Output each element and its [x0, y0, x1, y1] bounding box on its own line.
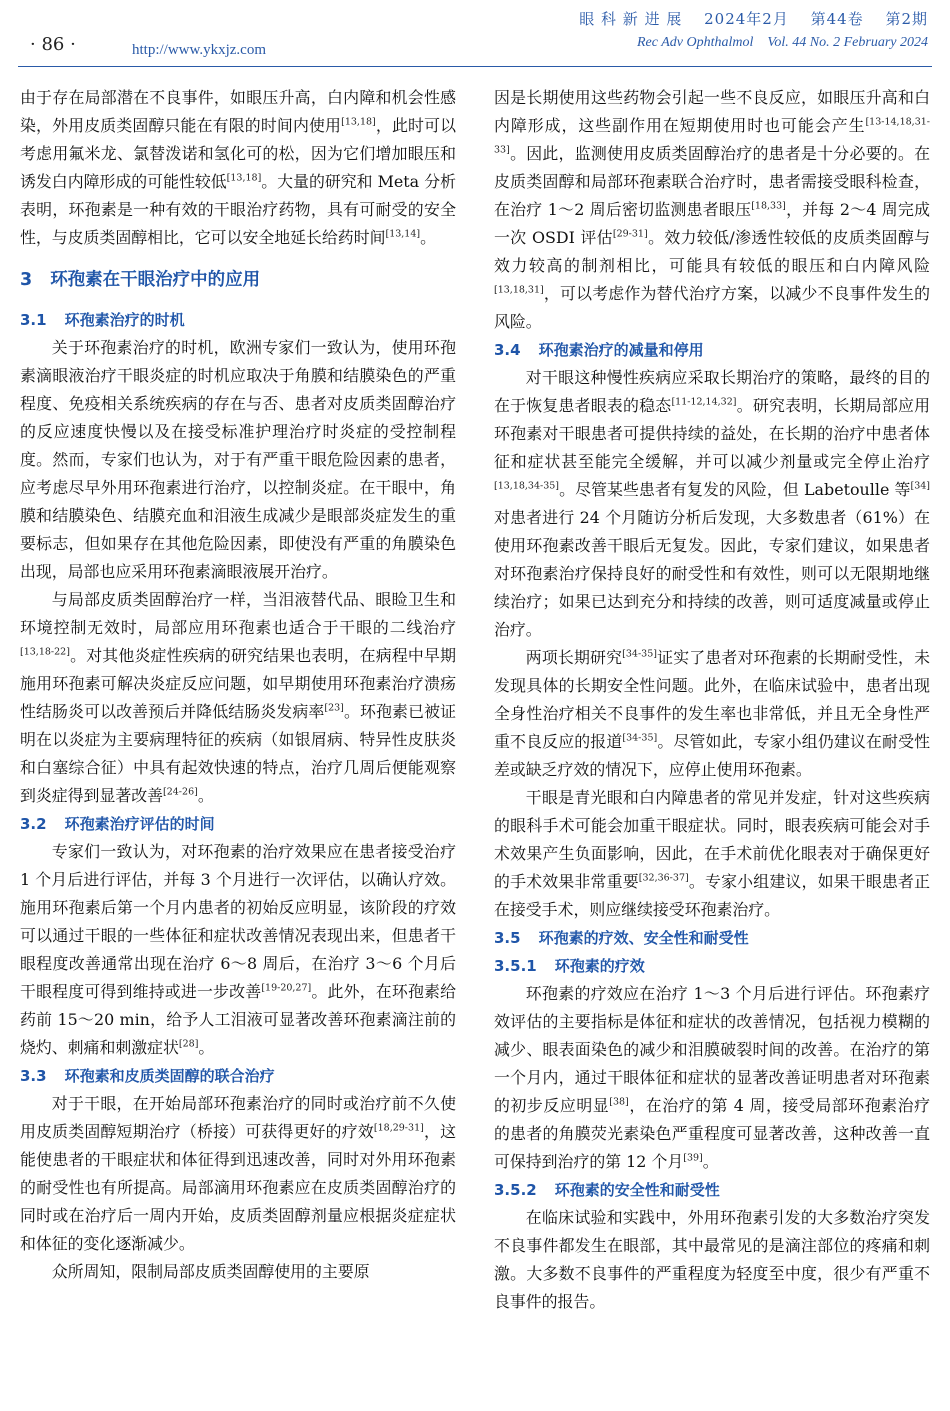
citation: [23] [324, 702, 344, 714]
right-column [494, 84, 930, 1316]
paragraph: 在临床试验和实践中，外用环孢素引发的大多数治疗突发不良事件都发生在眼部，其中最常见的是滴注部位的疼痛和刺激。大多数不良事件的严重程度为轻度至中度，很少有严重不良事件的报告。 [494, 1208, 930, 1311]
journal-url[interactable]: http://www.ykxjz.com [132, 42, 267, 58]
citation: [18,29-31] [373, 1122, 424, 1134]
page-header [0, 0, 950, 68]
citation: [19-20,27] [261, 982, 312, 994]
section-heading-3-3: 3.3 环孢素和皮质类固醇的联合治疗 [20, 1067, 275, 1085]
journal-info-chinese: 眼 科 新 进 展 2024年2月 第44卷 第2期 [579, 10, 928, 28]
citation: [13,18] [341, 116, 376, 128]
section-heading-3-5-1: 3.5.1 环孢素的疗效 [494, 957, 645, 975]
journal-info [579, 8, 928, 51]
header-rule [18, 66, 932, 67]
paragraph: 对干眼这种慢性疾病应采取长期治疗的策略，最终的目的在于恢复患者眼表的稳态[11-12,14,32]。研究表明，长期局部应用环孢素对干眼患者可提供持续的益处，在长期的治疗中患者体征和症状甚至能完全缓解，并可以减少剂量或完全停止治疗[13,18,34-35]。尽管某些患者有复发的风险，但 Labetoulle 等[34]对患者进行 24 个月随访分析后发现，大多数患者（61%）在使用环孢素改善干眼后无复发。因此，专家们建议，如果患者对环孢素治疗保持良好的耐受性和有效性，则可以无限期地继续治疗；如果已达到充分和持续的改善，则可适度减量或停止治疗。 [494, 368, 931, 639]
citation: [34] [910, 480, 930, 492]
section-heading-3: 3 环孢素在干眼治疗中的应用 [20, 270, 261, 290]
paragraph: 因是长期使用这些药物会引起一些不良反应，如眼压升高和白内障形成，这些副作用在短期使用时也可能会产生[13-14,18,31-33]。因此，监测使用皮质类固醇治疗的患者是十分必要的。在皮质类固醇和局部环孢素联合治疗时，患者需接受眼科检查，在治疗 1～2 周后密切监测患者眼压[18,33]，并每 2～4 周完成一次 OSDI 评估[29-31]。效力较低/渗透性较低的皮质类固醇与效力较高的制剂相比，可能具有较低的眼压和白内障风险[13,18,31]，可以考虑作为替代治疗方案，以减少不良事件发生的风险。 [494, 88, 930, 331]
left-column [20, 84, 456, 1286]
citation: [18,33] [751, 200, 786, 212]
paragraph: 环孢素的疗效应在治疗 1～3 个月后进行评估。环孢素疗效评估的主要指标是体征和症状的改善情况，包括视力模糊的减少、眼表面染色的减少和泪膜破裂时间的改善。在治疗的第一个月内，通过干眼体征和症状的显著改善证明患者对环孢素的初步反应明显[38]，在治疗的第 4 周，接受局部环孢素治疗的患者的角膜荧光素染色严重程度可显著改善，这种改善一直可保持到治疗的第 12 个月[39]。 [494, 984, 930, 1171]
paragraph: 专家们一致认为，对环孢素的治疗效果应在患者接受治疗 1 个月后进行评估，并每 3 个月进行一次评估，以确认疗效。施用环孢素后第一个月内患者的初始反应明显，该阶段的疗效可以通过干眼的一些体征和症状改善情况表现出来，但患者干眼程度改善通常出现在治疗 6～8 周后，在治疗 3～6 个月后干眼程度可得到维持或进一步改善[19-20,27]。此外，在环孢素给药前 15～20 min，给予人工泪液可显著改善环孢素滴注前的烧灼、刺痛和刺激症状[28]。 [20, 842, 457, 1057]
citation: [39] [683, 1152, 703, 1164]
citation: [32,36-37] [638, 872, 689, 884]
citation: [13,14] [385, 228, 421, 240]
page-number: · 86 · [30, 34, 76, 55]
citation: [13-14,18,31-33] [494, 116, 930, 156]
paragraph: 对于干眼，在开始局部环孢素治疗的同时或治疗前不久使用皮质类固醇短期治疗（桥接）可获得更好的疗效[18,29-31]，这能使患者的干眼症状和体征得到迅速改善，同时对外用环孢素的耐受性也有所提高。局部滴用环孢素应在皮质类固醇治疗的同时或在治疗后一周内开始，皮质类固醇剂量应根据炎症症状和体征的变化逐渐减少。 [20, 1094, 457, 1253]
section-heading-3-2: 3.2 环孢素治疗评估的时间 [20, 815, 215, 833]
section-heading-3-5-2: 3.5.2 环孢素的安全性和耐受性 [494, 1181, 720, 1199]
citation: [38] [609, 1096, 629, 1108]
paragraph: 关于环孢素治疗的时机，欧洲专家们一致认为，使用环孢素滴眼液治疗干眼炎症的时机应取决于角膜和结膜染色的严重程度、免疫相关系统疾病的存在与否、患者对皮质类固醇治疗的反应速度快慢以及在接受标准护理治疗时炎症的受控制程度。然而，专家们也认为，对于有严重干眼危险因素的患者，应考虑尽早外用环孢素进行治疗，以控制炎症。在干眼中，角膜和结膜染色、结膜充血和泪液生成减少是眼部炎症发生的重要标志，但如果存在其他危险因素，即使没有严重的角膜染色出现，局部也应采用环孢素滴眼液展开治疗。 [20, 338, 456, 581]
section-heading-3-4: 3.4 环孢素治疗的减量和停用 [494, 341, 704, 359]
paragraph: 由于存在局部潜在不良事件，如眼压升高，白内障和机会性感染，外用皮质类固醇只能在有限的时间内使用[13,18]，此时可以考虑用氟米龙、氯替泼诺和氢化可的松，因为它们增加眼压和诱发白内障形成的可能性较低[13,18]。大量的研究和 Meta 分析表明，环孢素是一种有效的干眼治疗药物，具有可耐受的安全性，与皮质类固醇相比，它可以安全地延长给药时间[13,14]。 [20, 88, 457, 247]
citation: [29-31] [612, 228, 648, 240]
paragraph: 与局部皮质类固醇治疗一样，当泪液替代品、眼睑卫生和环境控制无效时，局部应用环孢素也适合于干眼的二线治疗[13,18-22]。对其他炎症性疾病的研究结果也表明，在病程中早期施用环孢素可解决炎症反应问题，如早期使用环孢素治疗溃疡性结肠炎可以改善预后并降低结肠炎发病率[23]。环孢素已被证明在以炎症为主要病理特征的疾病（如银屑病、特异性皮肤炎和白塞综合征）中具有起效快速的特点，治疗几周后便能观察到炎症得到显著改善[24-26]。 [20, 590, 457, 805]
citation: [34-35] [622, 732, 658, 744]
section-heading-3-1: 3.1 环孢素治疗的时机 [20, 311, 185, 329]
paragraph: 干眼是青光眼和白内障患者的常见并发症，针对这些疾病的眼科手术可能会加重干眼症状。同时，眼表疾病可能会对手术效果产生负面影响，因此，在手术前优化眼表对于确保更好的手术效果非常重要[32,36-37]。专家小组建议，如果干眼患者正在接受手术，则应继续接受环孢素治疗。 [494, 788, 931, 919]
citation: [13,18,31] [494, 284, 544, 296]
paragraph: 两项长期研究[34-35]证实了患者对环孢素的长期耐受性，未发现具体的长期安全性问题。此外，在临床试验中，患者出现全身性治疗相关不良事件的发生率也非常低，并且无全身性严重不良反应的报道[34-35]。尽管如此，专家小组仍建议在耐受性差或缺乏疗效的情况下，应停止使用环孢素。 [494, 648, 931, 779]
citation: [13,18-22] [20, 646, 70, 658]
citation: [24-26] [163, 786, 198, 798]
journal-info-english: Rec Adv Ophthalmol Vol. 44 No. 2 February 2024 [637, 35, 928, 50]
citation: [11-12,14,32] [671, 396, 737, 408]
section-heading-3-5: 3.5 环孢素的疗效、安全性和耐受性 [494, 929, 749, 947]
citation: [13,18] [226, 172, 262, 184]
paragraph: 众所周知，限制局部皮质类固醇使用的主要原 [51, 1262, 370, 1281]
citation: [13,18,34-35] [494, 480, 560, 492]
citation: [28] [178, 1038, 199, 1050]
citation: [34-35] [622, 648, 657, 660]
